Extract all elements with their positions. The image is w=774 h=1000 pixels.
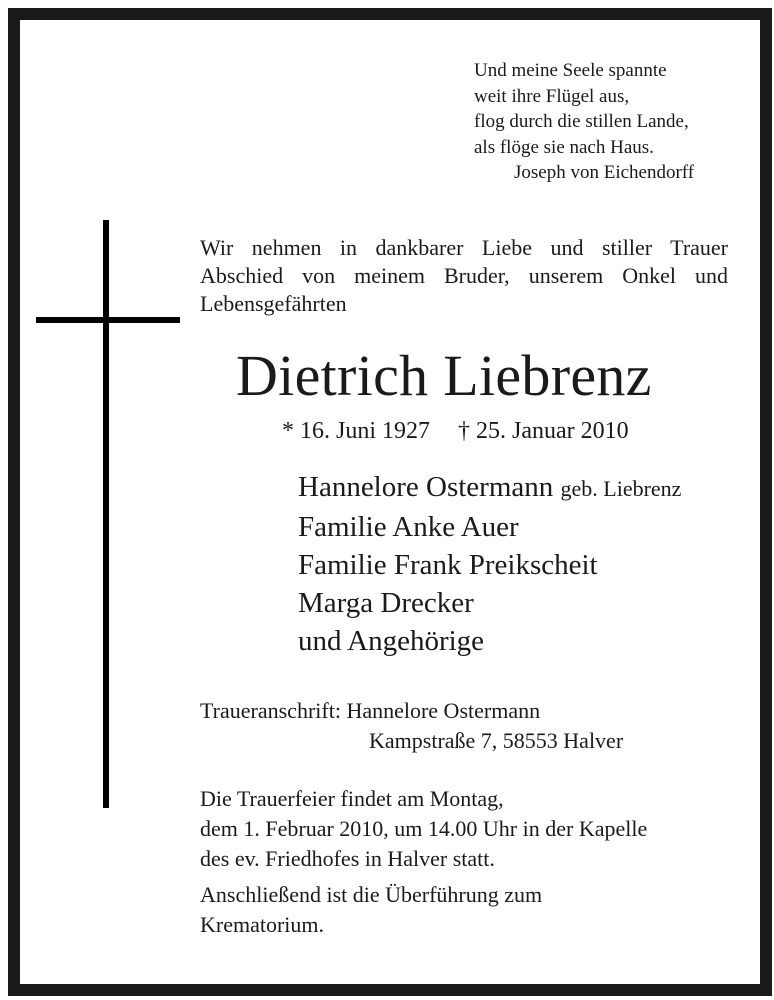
- service-line: Die Trauerfeier findet am Montag,: [200, 786, 504, 811]
- mourner-item: [298, 468, 681, 508]
- address-name: Hannelore Ostermann: [346, 698, 541, 723]
- cross-vertical-bar: [103, 220, 109, 808]
- mourner-item: [298, 622, 681, 660]
- transfer-line: Anschließend ist die Überführung zum: [200, 882, 543, 907]
- poem-line: weit ihre Flügel aus,: [474, 85, 630, 107]
- mourner-note: geb. Liebrenz: [560, 476, 682, 501]
- birth-date: * 16. Juni 1927: [282, 418, 431, 444]
- poem-quote: [474, 58, 694, 186]
- mourner-name: Familie Anke Auer: [298, 511, 519, 543]
- poem-author: Joseph von Eichendorff: [514, 162, 695, 183]
- mourning-address: [200, 696, 623, 756]
- address-label: Traueranschrift:: [200, 698, 341, 723]
- poem-line: als flöge sie nach Haus.: [474, 136, 654, 158]
- transfer-text: [200, 880, 542, 940]
- life-dates: [282, 416, 629, 446]
- mourner-name: Hannelore Ostermann: [298, 471, 554, 503]
- service-line: des ev. Friedhofes in Halver statt.: [200, 846, 495, 871]
- mourner-item: [298, 584, 681, 622]
- death-date: † 25. Januar 2010: [458, 418, 629, 444]
- mourner-item: [298, 546, 681, 584]
- funeral-service-text: [200, 784, 647, 874]
- cross-horizontal-bar: [36, 317, 180, 323]
- mourners-list: [298, 468, 681, 660]
- transfer-line: Krematorium.: [200, 912, 325, 937]
- intro-text: [200, 234, 728, 318]
- mourner-name: und Angehörige: [298, 625, 485, 657]
- mourner-name: Marga Drecker: [298, 587, 474, 619]
- intro-line: Lebensgefährten: [200, 291, 347, 316]
- intro-line: Abschied von meinem Bruder, unserem Onkel und: [200, 263, 728, 288]
- poem-line: flog durch die stillen Lande,: [474, 111, 689, 132]
- deceased-name: Dietrich Liebrenz: [236, 343, 652, 408]
- address-street: Kampstraße 7, 58553 Halver: [369, 728, 624, 753]
- poem-line: Und meine Seele spannte: [474, 60, 667, 81]
- intro-line: Wir nehmen in dankbarer Liebe und stiller Trauer: [200, 235, 728, 260]
- mourner-name: Familie Frank Preikscheit: [298, 549, 598, 581]
- service-line: dem 1. Februar 2010, um 14.00 Uhr in der Kapelle: [200, 816, 648, 841]
- mourner-item: [298, 508, 681, 546]
